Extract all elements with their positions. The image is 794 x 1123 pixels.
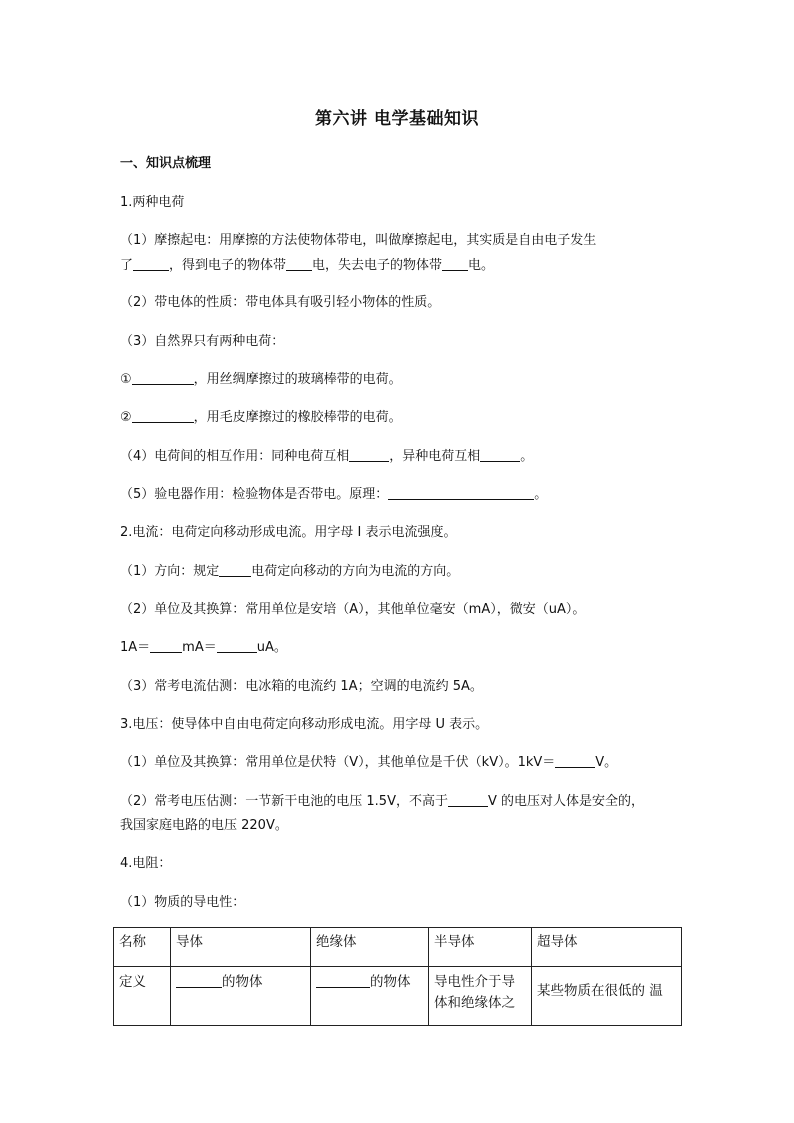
fill-blank[interactable] xyxy=(442,257,468,271)
fill-blank[interactable] xyxy=(286,257,312,271)
text-segment: ，用丝绸摩擦过的玻璃棒带的电荷。 xyxy=(193,372,402,387)
list-marker: ① xyxy=(120,372,132,387)
table-cell: 某些物质在很低的 温 xyxy=(532,967,682,1026)
fill-blank[interactable] xyxy=(448,793,488,807)
paragraph-conductivity: （1）物质的导电性： xyxy=(120,895,246,910)
text-segment: V。 xyxy=(595,755,618,770)
paragraph-friction-charging: （1）摩擦起电：用摩擦的方法使物体带电，叫做摩擦起电，其实质是自由电子发生 xyxy=(120,233,597,248)
text-segment: 。 xyxy=(520,449,534,464)
paragraph-voltage-units xyxy=(120,753,617,773)
topic-heading-current: 2.电流：电荷定向移动形成电流。用字母 I 表示电流强度。 xyxy=(120,525,457,540)
table-header-cell: 名称 xyxy=(114,928,171,967)
text-segment: 体和绝缘体之 xyxy=(434,995,515,1011)
paragraph-current-conversion xyxy=(120,638,287,658)
paragraph-charge-interaction xyxy=(120,447,533,467)
table-header-row xyxy=(114,928,682,967)
topic-heading-charges: 1.两种电荷 xyxy=(120,195,185,210)
text-segment: ，得到电子的物体带 xyxy=(169,258,287,273)
topic-heading-voltage: 3.电压：使导体中自由电荷定向移动形成电流。用字母 U 表示。 xyxy=(120,717,489,732)
list-marker: ② xyxy=(120,410,132,425)
fill-blank[interactable] xyxy=(217,639,257,653)
table-cell xyxy=(311,967,429,1026)
text-segment: 电，失去电子的物体带 xyxy=(312,258,443,273)
section-heading: 一、知识点梳理 xyxy=(120,156,212,171)
text-segment: uA。 xyxy=(256,640,287,655)
text-segment: （4）电荷间的相互作用：同种电荷互相 xyxy=(120,449,350,464)
text-segment: （2）常考电压估测：一节新干电池的电压 1.5V，不高于 xyxy=(120,794,448,809)
text-segment: 电荷定向移动的方向为电流的方向。 xyxy=(251,564,460,579)
text-segment: ，异种电荷互相 xyxy=(389,449,481,464)
text-segment: mA＝ xyxy=(182,640,217,655)
paragraph-current-units: （2）单位及其换算：常用单位是安培（A），其他单位毫安（mA），微安（uA）。 xyxy=(120,602,586,617)
page-title: 第六讲 电学基础知识 xyxy=(315,109,479,129)
list-item-negative-charge xyxy=(120,408,402,428)
table-header-cell: 超导体 xyxy=(532,928,682,967)
fill-blank[interactable] xyxy=(349,448,389,462)
text-segment: 了 xyxy=(120,258,134,273)
table-cell: 定义 xyxy=(114,967,171,1026)
table-row xyxy=(114,967,682,1026)
text-segment: 。 xyxy=(534,487,548,502)
fill-blank[interactable] xyxy=(555,754,595,768)
fill-blank[interactable] xyxy=(133,257,169,271)
text-segment: （1）方向：规定 xyxy=(120,564,220,579)
table-header-cell: 半导体 xyxy=(429,928,532,967)
text-segment: 电。 xyxy=(468,258,495,273)
paragraph-voltage-estimates-cont: 我国家庭电路的电压 220V。 xyxy=(120,818,288,833)
paragraph-friction-charging-cont xyxy=(120,256,494,276)
paragraph-charged-body: （2）带电体的性质：带电体具有吸引轻小物体的性质。 xyxy=(120,295,441,310)
topic-heading-resistance: 4.电阻： xyxy=(120,856,172,871)
text-segment: V 的电压对人体是安全的， xyxy=(487,794,645,809)
table-header-cell: 导体 xyxy=(171,928,311,967)
fill-blank[interactable] xyxy=(176,974,222,988)
fill-blank[interactable] xyxy=(150,639,182,653)
conductivity-table xyxy=(113,927,682,1026)
fill-blank[interactable] xyxy=(388,486,534,500)
paragraph-voltage-estimates xyxy=(120,792,644,812)
list-item-positive-charge xyxy=(120,370,402,390)
text-segment: （5）验电器作用：检验物体是否带电。原理： xyxy=(120,487,389,502)
text-segment: ，用毛皮摩擦过的橡胶棒带的电荷。 xyxy=(193,410,402,425)
fill-blank[interactable] xyxy=(132,371,194,385)
fill-blank[interactable] xyxy=(316,974,370,988)
paragraph-current-estimates: （3）常考电流估测：电冰箱的电流约 1A；空调的电流约 5A。 xyxy=(120,679,483,694)
table-cell xyxy=(171,967,311,1026)
fill-blank[interactable] xyxy=(219,563,251,577)
paragraph-two-charges: （3）自然界只有两种电荷： xyxy=(120,334,285,349)
text-segment: 的物体 xyxy=(370,974,411,990)
text-segment: 的物体 xyxy=(222,974,263,990)
table-header-cell: 绝缘体 xyxy=(311,928,429,967)
text-segment: 导电性介于导 xyxy=(434,974,515,990)
fill-blank[interactable] xyxy=(480,448,520,462)
fill-blank[interactable] xyxy=(132,409,194,423)
paragraph-current-direction xyxy=(120,562,459,582)
paragraph-electroscope xyxy=(120,485,547,505)
text-segment: （1）单位及其换算：常用单位是伏特（V），其他单位是千伏（kV）。1kV＝ xyxy=(120,755,556,770)
table-cell xyxy=(429,967,532,1026)
text-segment: 1A＝ xyxy=(120,640,151,655)
